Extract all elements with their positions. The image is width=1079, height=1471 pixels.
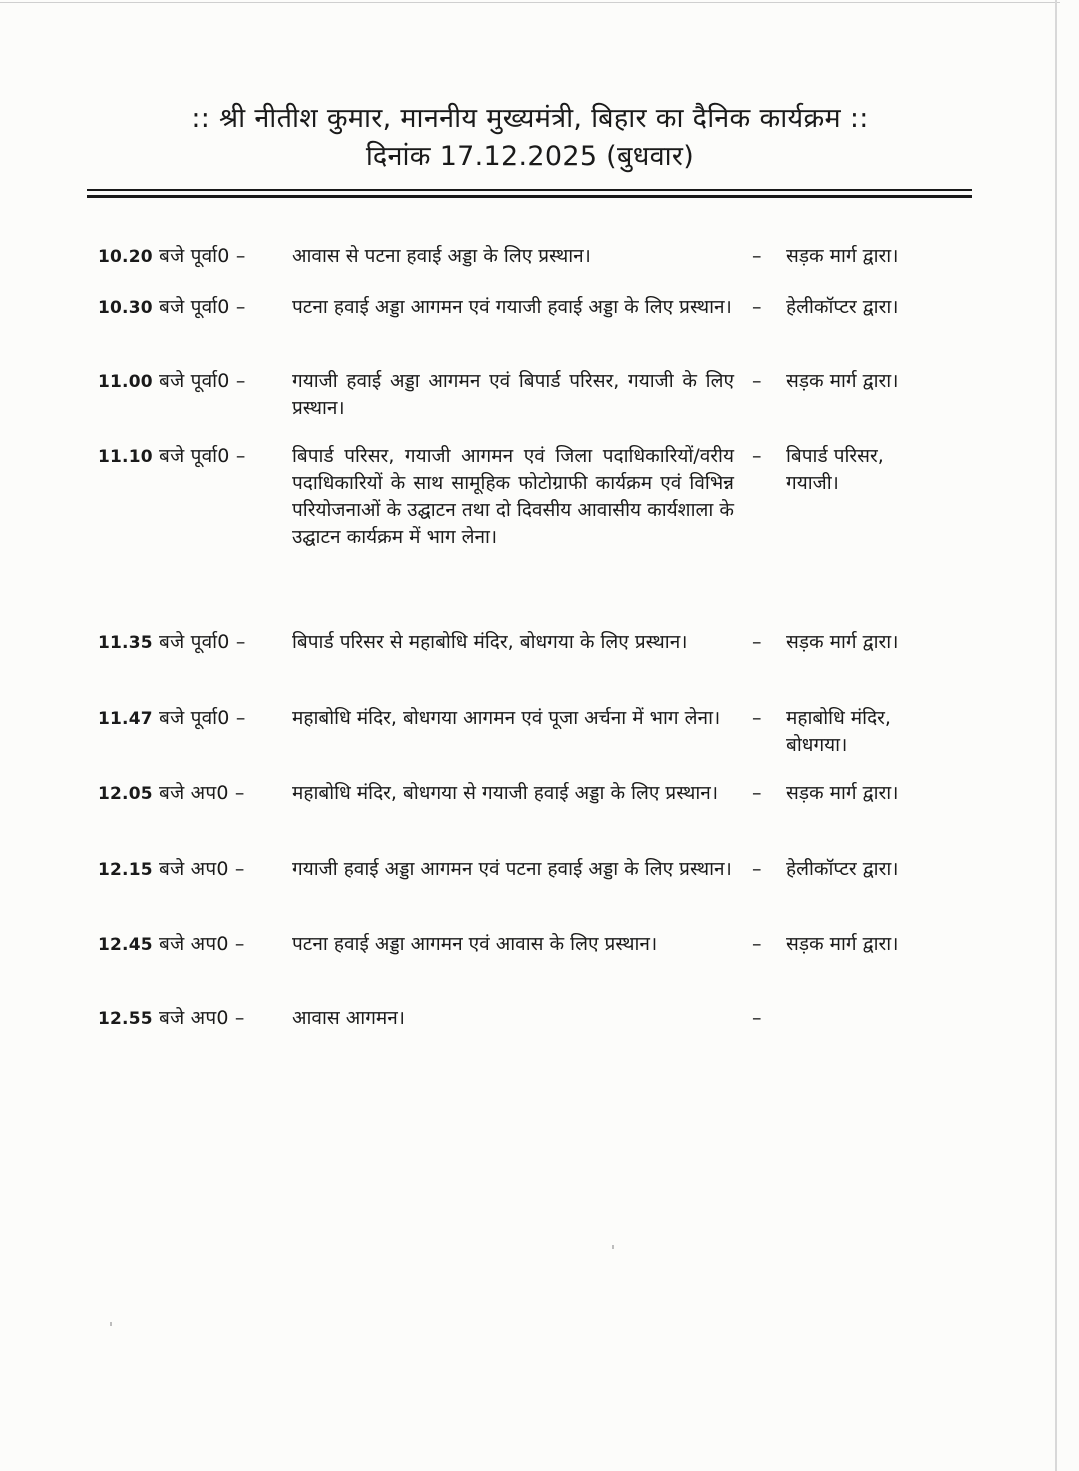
- schedule-time: [98, 243, 290, 271]
- schedule-description: पटना हवाई अड्डा आगमन एवं आवास के लिए प्रस्थान।: [292, 933, 658, 955]
- schedule-mode: महाबोधि मंदिर, बोधगया।: [786, 707, 891, 756]
- schedule-description: आवास से पटना हवाई अड्डा के लिए प्रस्थान।: [292, 245, 591, 267]
- schedule-time: [98, 705, 290, 733]
- schedule-description: पटना हवाई अड्डा आगमन एवं गयाजी हवाई अड्डा के लिए प्रस्थान।: [292, 296, 732, 318]
- schedule-separator: –: [752, 631, 762, 653]
- page-edge-right: [1055, 0, 1057, 1471]
- schedule-separator: –: [752, 782, 762, 804]
- schedule-separator: –: [752, 858, 762, 880]
- schedule-description: महाबोधि मंदिर, बोधगया से गयाजी हवाई अड्डा के लिए प्रस्थान।: [292, 782, 719, 804]
- schedule-time: [98, 856, 290, 884]
- schedule-description: गयाजी हवाई अड्डा आगमन एवं बिपार्ड परिसर, गयाजी के लिए प्रस्थान।: [292, 370, 734, 419]
- schedule-mode: बिपार्ड परिसर, गयाजी।: [786, 445, 884, 494]
- schedule-mode: सड़क मार्ग द्वारा।: [786, 245, 899, 267]
- header-rule-thick: [87, 195, 972, 198]
- document-header: [0, 100, 1060, 176]
- schedule-description: बिपार्ड परिसर, गयाजी आगमन एवं जिला पदाधिकारियों/वरीय पदाधिकारियों के साथ सामूहिक फोटोग्राफी कार्यक्रम एवं विभिन्न परियोजनाओं के उद्घाटन तथा दो दिवसीय आवासीय कार्यशाला के उद्घाटन कार्यक्रम में भाग लेना।: [292, 445, 734, 548]
- time-value: 11.47: [98, 709, 153, 729]
- scan-speck: [110, 1322, 112, 1326]
- schedule-time: [98, 931, 290, 959]
- schedule-separator: –: [752, 245, 762, 267]
- schedule-separator: –: [752, 296, 762, 318]
- header-rule-thin: [87, 189, 972, 191]
- schedule-description: गयाजी हवाई अड्डा आगमन एवं पटना हवाई अड्डा के लिए प्रस्थान।: [292, 858, 732, 880]
- time-unit: बजे अप0 –: [159, 933, 245, 955]
- document-date: दिनांक 17.12.2025 (बुधवार): [365, 141, 695, 172]
- schedule-mode: हेलीकॉप्टर द्वारा।: [786, 296, 899, 318]
- time-unit: बजे पूर्वा0 –: [159, 707, 246, 729]
- time-unit: बजे अप0 –: [159, 858, 245, 880]
- schedule-mode: हेलीकॉप्टर द्वारा।: [786, 858, 899, 880]
- schedule-time: [98, 443, 290, 471]
- time-value: 10.30: [98, 298, 153, 318]
- time-value: 11.35: [98, 633, 153, 653]
- time-value: 12.55: [98, 1009, 153, 1029]
- time-value: 12.15: [98, 860, 153, 880]
- time-value: 11.10: [98, 447, 153, 467]
- schedule-separator: –: [752, 707, 762, 729]
- schedule-mode: सड़क मार्ग द्वारा।: [786, 782, 899, 804]
- schedule-time: [98, 368, 290, 396]
- schedule-description: महाबोधि मंदिर, बोधगया आगमन एवं पूजा अर्चना में भाग लेना।: [292, 707, 721, 729]
- schedule-mode: सड़क मार्ग द्वारा।: [786, 370, 899, 392]
- schedule-time: [98, 780, 290, 808]
- schedule-time: [98, 294, 290, 322]
- document-title: :: श्री नीतीश कुमार, माननीय मुख्यमंत्री, बिहार का दैनिक कार्यक्रम ::: [191, 103, 869, 134]
- time-value: 10.20: [98, 247, 153, 267]
- scan-speck: [612, 1245, 614, 1249]
- schedule-description: बिपार्ड परिसर से महाबोधि मंदिर, बोधगया के लिए प्रस्थान।: [292, 631, 688, 653]
- schedule-time: [98, 629, 290, 657]
- time-value: 11.00: [98, 372, 153, 392]
- time-unit: बजे पूर्वा0 –: [159, 245, 246, 267]
- page-edge-top: [0, 2, 1060, 3]
- time-unit: बजे पूर्वा0 –: [159, 631, 246, 653]
- time-value: 12.45: [98, 935, 153, 955]
- time-unit: बजे पूर्वा0 –: [159, 445, 246, 467]
- schedule-mode: सड़क मार्ग द्वारा।: [786, 631, 899, 653]
- schedule-mode: सड़क मार्ग द्वारा।: [786, 933, 899, 955]
- time-unit: बजे पूर्वा0 –: [159, 370, 246, 392]
- schedule-time: [98, 1005, 290, 1033]
- schedule-separator: –: [752, 1007, 762, 1029]
- time-value: 12.05: [98, 784, 153, 804]
- time-unit: बजे अप0 –: [159, 782, 245, 804]
- schedule-separator: –: [752, 445, 762, 467]
- schedule-description: आवास आगमन।: [292, 1007, 406, 1029]
- schedule-separator: –: [752, 933, 762, 955]
- time-unit: बजे पूर्वा0 –: [159, 296, 246, 318]
- schedule-separator: –: [752, 370, 762, 392]
- time-unit: बजे अप0 –: [159, 1007, 245, 1029]
